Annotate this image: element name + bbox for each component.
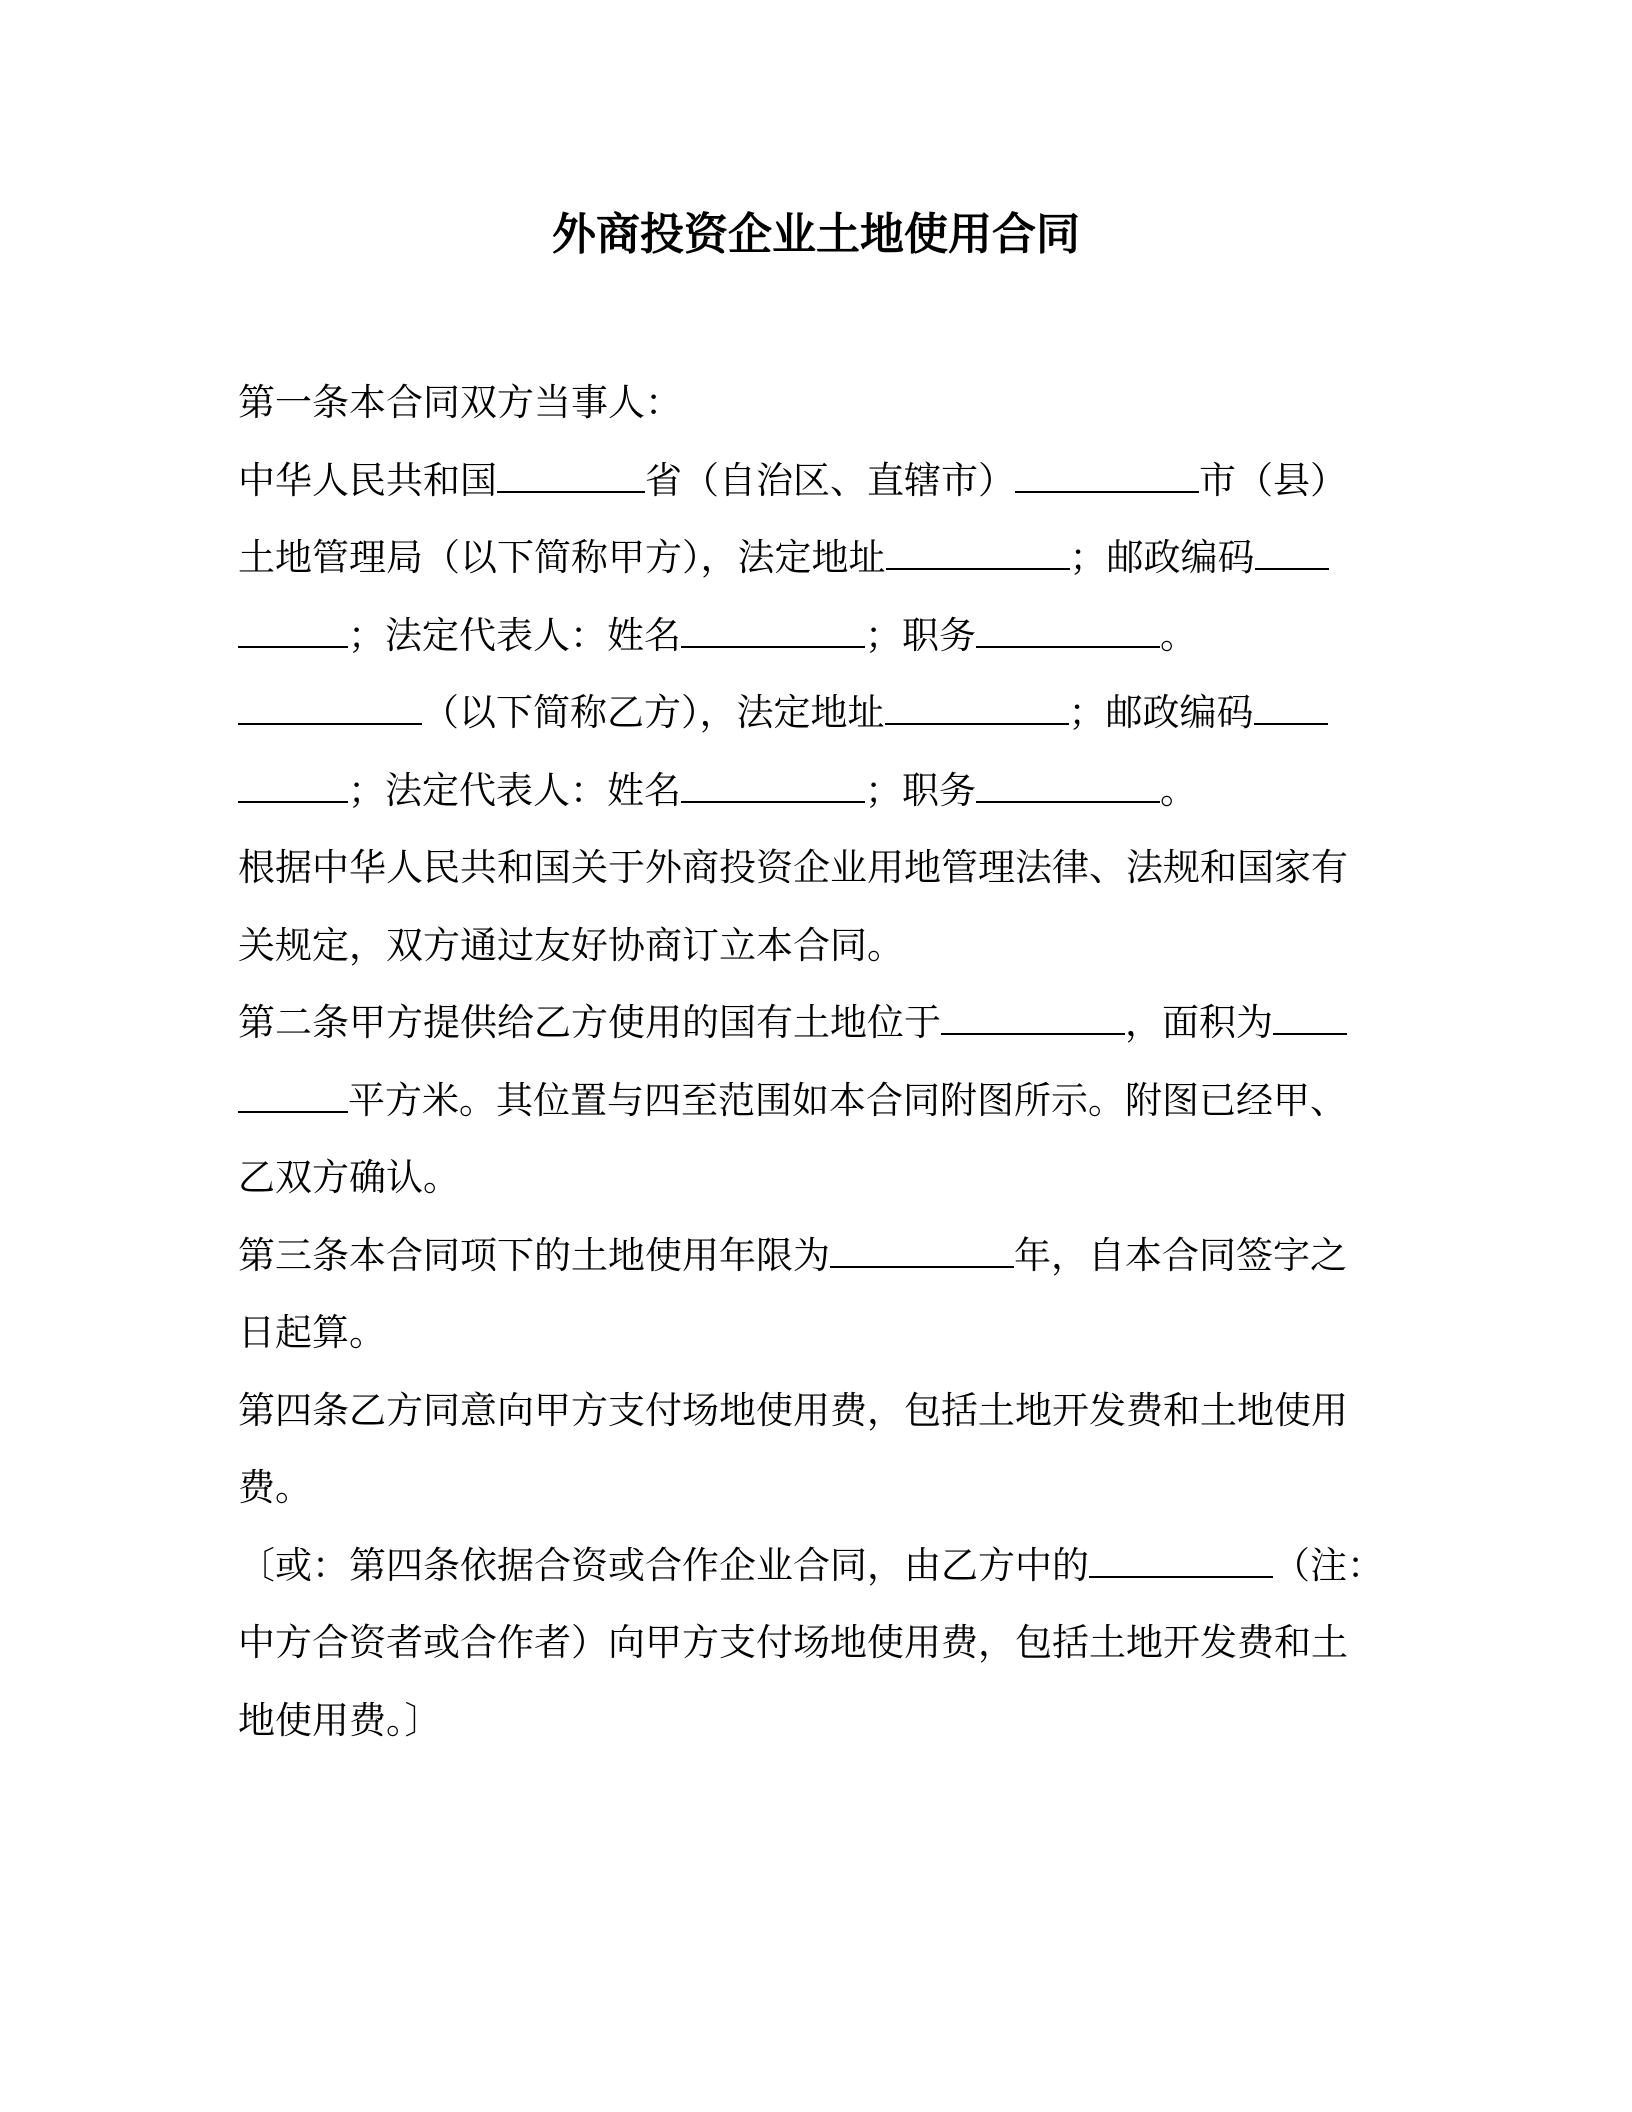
party-b-line-1 [238, 674, 1378, 752]
blank-postcode-b [1254, 693, 1328, 725]
text: ；法定代表人：姓名 [348, 768, 681, 812]
document-body [238, 364, 1384, 1759]
blank-term-years [830, 1236, 1014, 1268]
text: 平方米。其位置与四至范围如本合同附图所示。附图已经甲、 [348, 1078, 1347, 1122]
article-4-line-1 [238, 1372, 1378, 1450]
text: ；邮政编码 [1069, 536, 1255, 579]
text: （以下简称乙方），法定地址 [422, 691, 885, 734]
blank-land-location [941, 1003, 1125, 1035]
blank-rep-name-a [681, 616, 865, 648]
party-a-line-3 [238, 597, 1378, 675]
party-a-line-1 [238, 442, 1378, 520]
text: （注： [1273, 1543, 1384, 1587]
text: 乙双方确认。 [238, 1156, 460, 1199]
article-1-heading [238, 364, 1378, 442]
party-a-line-2 [238, 519, 1378, 597]
text: 费。 [238, 1466, 312, 1509]
text: 年，自本合同签字之 [1014, 1233, 1347, 1277]
article-3-line-2 [238, 1294, 1378, 1372]
document-title: 外商投资企业土地使用合同 [552, 209, 1080, 260]
blank-address-a [886, 538, 1070, 570]
blank-party-b-name [238, 693, 422, 725]
text: 省（自治区、直辖市） [645, 458, 1015, 502]
blank-rep-title-b [976, 771, 1160, 803]
text: ，面积为 [1125, 1001, 1273, 1044]
blank-area-cont [238, 1081, 348, 1113]
article-3-line-1 [238, 1217, 1378, 1295]
basis-line-1 [238, 829, 1378, 907]
blank-postcode-a-cont [238, 616, 348, 648]
text: 。 [1160, 768, 1197, 812]
text: 第二条甲方提供给乙方使用的国有土地位于 [238, 1001, 941, 1044]
text: ；职务 [865, 613, 976, 657]
blank-chinese-party [1089, 1546, 1273, 1578]
text: ；法定代表人：姓名 [348, 613, 681, 657]
text: 关规定，双方通过友好协商订立本合同。 [238, 923, 904, 967]
text: 第一条本合同双方当事人： [238, 381, 682, 424]
article-2-line-2 [238, 1062, 1378, 1140]
text: 中华人民共和国 [238, 458, 497, 502]
text: ；邮政编码 [1068, 691, 1254, 734]
blank-postcode-a [1255, 538, 1329, 570]
party-b-line-2 [238, 752, 1378, 830]
article-4-line-2 [238, 1449, 1378, 1527]
text: 中方合资者或合作者）向甲方支付场地使用费，包括土地开发费和土 [238, 1621, 1348, 1664]
article-4-alt-line-3 [238, 1682, 1378, 1760]
blank-rep-title-a [976, 616, 1160, 648]
blank-city [1015, 461, 1199, 493]
text: 地使用费。〕 [238, 1698, 442, 1742]
blank-postcode-b-cont [238, 771, 348, 803]
text: 〔或：第四条依据合资或合作企业合同，由乙方中的 [238, 1543, 1089, 1587]
blank-area [1273, 1003, 1347, 1035]
text: 根据中华人民共和国关于外商投资企业用地管理法律、法规和国家有 [238, 846, 1348, 889]
blank-rep-name-b [681, 771, 865, 803]
text: 日起算。 [238, 1311, 386, 1354]
text: 土地管理局（以下简称甲方），法定地址 [238, 536, 886, 579]
blank-address-b [885, 693, 1069, 725]
basis-line-2 [238, 907, 1378, 985]
text: 第四条乙方同意向甲方支付场地使用费，包括土地开发费和土地使用 [238, 1388, 1348, 1432]
blank-province [497, 461, 645, 493]
article-4-alt-line-2 [238, 1604, 1378, 1682]
article-2-line-1 [238, 984, 1378, 1062]
text: 第三条本合同项下的土地使用年限为 [238, 1233, 830, 1277]
text: 。 [1160, 613, 1197, 657]
article-2-line-3 [238, 1139, 1378, 1217]
text: ；职务 [865, 768, 976, 812]
text: 市（县） [1199, 458, 1347, 502]
article-4-alt-line-1 [238, 1527, 1384, 1605]
